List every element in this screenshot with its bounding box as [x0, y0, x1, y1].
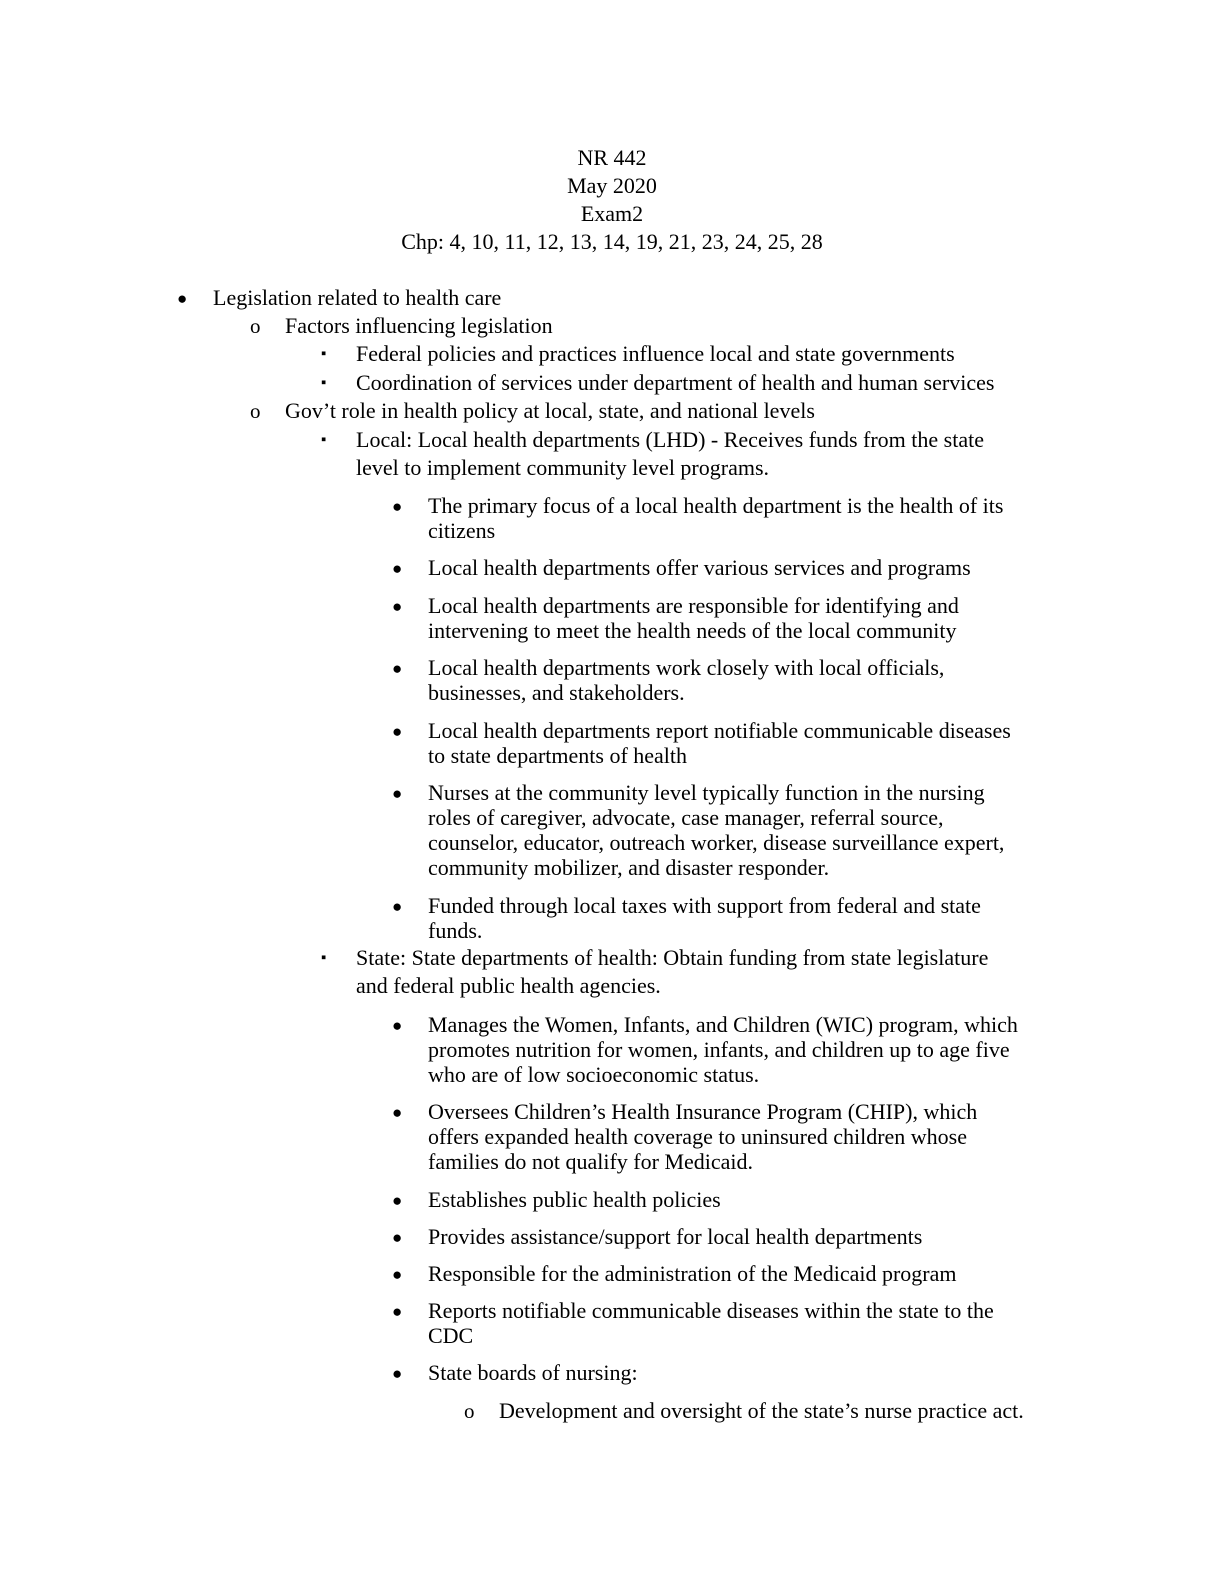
- square-marker: ▪: [321, 346, 327, 362]
- list-item-line: Oversees Children’s Health Insurance Program (CHIP), which: [428, 1099, 978, 1124]
- document-header: [0, 144, 1224, 256]
- list-item-line: businesses, and stakeholders.: [428, 680, 685, 705]
- list-item-line: Nurses at the community level typically function in the nursing: [428, 780, 985, 805]
- bullet-marker: ●: [177, 289, 188, 308]
- list-item-line: Local health departments report notifiable communicable diseases: [428, 718, 1011, 743]
- bullet-marker: ●: [392, 1364, 403, 1383]
- local-heading-line: Local: Local health departments (LHD) - Receives funds from the state: [356, 427, 984, 452]
- exam-name: Exam2: [580, 201, 644, 226]
- list-item-line: Local health departments work closely with local officials,: [428, 655, 945, 680]
- bullet-marker: ●: [392, 1191, 403, 1210]
- bullet-marker: ●: [392, 659, 403, 678]
- topic-heading: Legislation related to health care: [213, 285, 502, 310]
- square-marker: ▪: [321, 375, 327, 391]
- list-item-line: offers expanded health coverage to uninsured children whose: [428, 1124, 968, 1149]
- list-item-line: Responsible for the administration of the Medicaid program: [428, 1261, 957, 1286]
- circle-marker: o: [464, 1399, 475, 1423]
- circle-marker: o: [250, 314, 261, 338]
- list-item-line: to state departments of health: [428, 743, 688, 768]
- bullet-marker: ●: [392, 1228, 403, 1247]
- list-item-line: community mobilizer, and disaster responder.: [428, 855, 830, 880]
- exam-date: May 2020: [567, 173, 657, 198]
- bullet-marker: ●: [392, 1016, 403, 1035]
- list-item-line: citizens: [428, 518, 496, 543]
- list-item-line: counselor, educator, outreach worker, disease surveillance expert,: [428, 830, 1005, 855]
- state-heading-line: State: State departments of health: Obtain funding from state legislature: [356, 945, 989, 970]
- list-item-line: families do not qualify for Medicaid.: [428, 1149, 754, 1174]
- list-item-line: Funded through local taxes with support from federal and state: [428, 893, 981, 918]
- list-item-line: Establishes public health policies: [428, 1187, 721, 1212]
- bullet-marker: ●: [392, 722, 403, 741]
- list-item-line: The primary focus of a local health department is the health of its: [428, 493, 1004, 518]
- state-heading-line: and federal public health agencies.: [356, 973, 661, 998]
- bullet-marker: ●: [392, 1265, 403, 1284]
- list-item-line: roles of caregiver, advocate, case manager, referral source,: [428, 805, 944, 830]
- list-item: Federal policies and practices influence local and state governments: [356, 341, 955, 366]
- bullet-marker: ●: [392, 1103, 403, 1122]
- gov-role-heading: Gov’t role in health policy at local, state, and national levels: [285, 398, 815, 423]
- list-item-line: intervening to meet the health needs of the local community: [428, 618, 957, 643]
- course-title: NR 442: [577, 145, 647, 170]
- bullet-marker: ●: [392, 497, 403, 516]
- bullet-marker: ●: [392, 897, 403, 916]
- square-marker: ▪: [321, 432, 327, 448]
- local-heading-line: level to implement community level programs.: [356, 455, 770, 480]
- factors-heading: Factors influencing legislation: [285, 313, 553, 338]
- list-item-line: CDC: [428, 1323, 474, 1348]
- square-marker: ▪: [321, 950, 327, 966]
- bullet-marker: ●: [392, 559, 403, 578]
- list-item-line: Provides assistance/support for local health departments: [428, 1224, 923, 1249]
- list-item: Coordination of services under department of health and human services: [356, 370, 995, 395]
- list-item-line: Development and oversight of the state’s nurse practice act.: [499, 1398, 1024, 1423]
- list-item-line: who are of low socioeconomic status.: [428, 1062, 760, 1087]
- bullet-marker: ●: [392, 597, 403, 616]
- list-item-line: Local health departments are responsible for identifying and: [428, 593, 959, 618]
- bullet-marker: ●: [392, 1302, 403, 1321]
- list-item-line: promotes nutrition for women, infants, and children up to age five: [428, 1037, 1010, 1062]
- list-item-line: Reports notifiable communicable diseases within the state to the: [428, 1298, 994, 1323]
- list-item-line: Local health departments offer various services and programs: [428, 555, 971, 580]
- list-item-line: State boards of nursing:: [428, 1360, 638, 1385]
- list-item-line: Manages the Women, Infants, and Children (WIC) program, which: [428, 1012, 1018, 1037]
- list-item-line: funds.: [428, 918, 483, 943]
- bullet-marker: ●: [392, 784, 403, 803]
- chapter-list: Chp: 4, 10, 11, 12, 13, 14, 19, 21, 23, 24, 25, 28: [401, 229, 823, 254]
- circle-marker: o: [250, 399, 261, 423]
